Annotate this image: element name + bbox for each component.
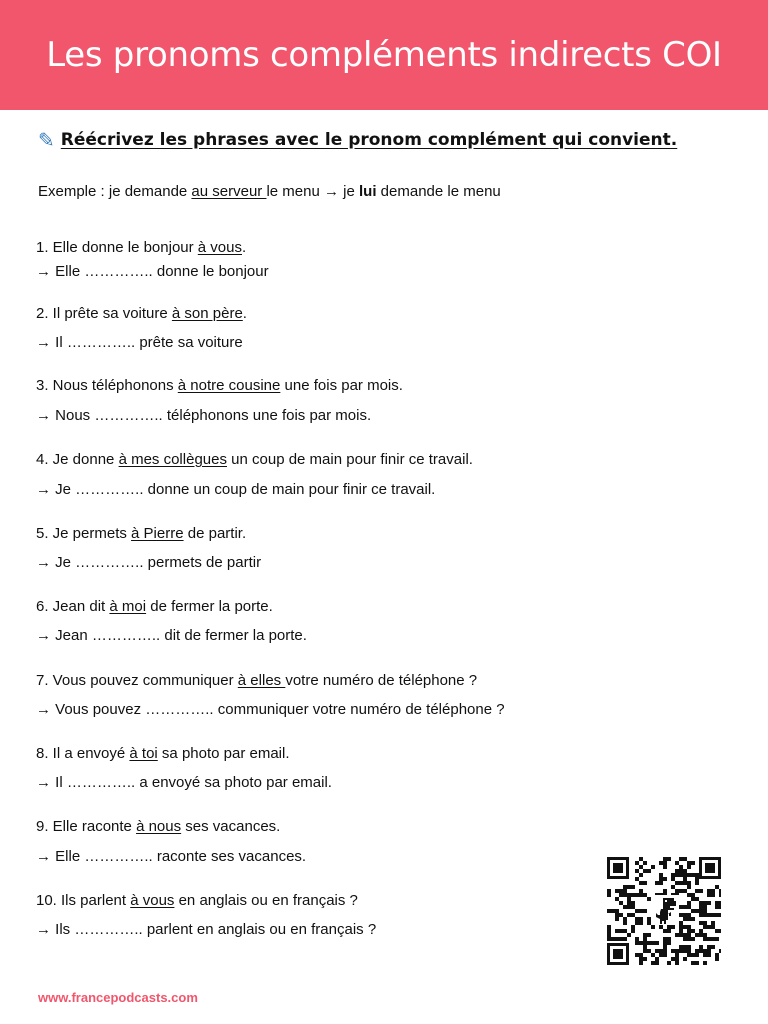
question-rest: une fois par mois.: [280, 377, 403, 394]
qr-code-icon[interactable]: [607, 857, 721, 965]
example-middle: le menu → je: [266, 183, 360, 200]
exercise-answer: → Vous pouvez ………….. communiquer votre numéro de téléphone ?: [36, 701, 505, 718]
exercise-question: [36, 669, 505, 698]
exercise-answer: → Il ………….. a envoyé sa photo par email.: [36, 774, 332, 791]
exercise-question: [36, 742, 332, 771]
exercise-item: [36, 236, 269, 284]
pencil-icon: ✎: [38, 128, 55, 152]
dinosaur-icon: [651, 895, 679, 925]
exercise-answer: → Nous ………….. téléphonons une fois par mois.: [36, 407, 372, 424]
question-underlined: à elles: [237, 672, 286, 689]
page-title: Les pronoms compléments indirects COI: [46, 35, 722, 75]
question-prefix: 5. Je permets: [36, 525, 132, 542]
header-banner: [0, 0, 768, 110]
exercise-item: [36, 889, 376, 942]
question-rest: de fermer la porte.: [146, 598, 273, 615]
question-prefix: 8. Il a envoyé: [36, 745, 130, 762]
question-rest: en anglais ou en français ?: [174, 892, 358, 909]
question-rest: de partir.: [183, 525, 247, 542]
question-underlined: à son père: [171, 305, 243, 322]
question-underlined: à moi: [109, 598, 147, 615]
exercise-question: [36, 236, 269, 260]
question-underlined: à toi: [129, 745, 158, 762]
example-underlined: au serveur: [191, 183, 267, 200]
question-underlined: à vous: [130, 892, 175, 909]
question-prefix: 10. Ils parlent: [36, 892, 131, 909]
exercise-item: [36, 595, 307, 648]
exercise-answer: → Elle ………….. raconte ses vacances.: [36, 848, 307, 865]
question-prefix: 4. Je donne: [36, 451, 119, 468]
instruction-text: Réécrivez les phrases avec le pronom complément qui convient.: [60, 130, 678, 150]
question-underlined: à notre cousine: [177, 377, 281, 394]
question-prefix: 3. Nous téléphonons: [36, 377, 178, 394]
question-rest: votre numéro de téléphone ?: [285, 672, 478, 689]
exercise-item: [36, 815, 306, 869]
exercise-answer: → Je ………….. donne un coup de main pour finir ce travail.: [36, 481, 436, 498]
question-underlined: à nous: [136, 818, 182, 835]
question-rest: .: [242, 305, 247, 322]
question-underlined: à vous: [197, 239, 242, 256]
question-rest: .: [242, 239, 247, 256]
exercise-answer: → Elle ………….. donne le bonjour: [36, 263, 269, 280]
exercise-question: [36, 815, 306, 845]
example-sentence: [38, 183, 501, 200]
exercise-question: [36, 448, 473, 478]
exercise-question: [36, 374, 403, 404]
question-prefix: 7. Vous pouvez communiquer: [36, 672, 238, 689]
website-link[interactable]: www.francepodcasts.com: [38, 990, 198, 1005]
question-prefix: 6. Jean dit: [36, 598, 110, 615]
exercise-answer: → Ils ………….. parlent en anglais ou en français ?: [36, 921, 377, 938]
exercise-item: [36, 374, 403, 428]
exercise-item: [36, 669, 505, 722]
exercise-answer: → Jean ………….. dit de fermer la porte.: [36, 627, 307, 644]
question-rest: sa photo par email.: [157, 745, 290, 762]
example-prefix: Exemple : je demande: [38, 183, 192, 200]
exercise-question: [36, 595, 307, 624]
exercise-answer: → Je ………….. permets de partir: [36, 554, 262, 571]
qr-code-svg: [607, 857, 721, 965]
example-suffix: demande le menu: [376, 183, 501, 200]
example-bold: lui: [359, 183, 377, 200]
exercise-question: [36, 522, 261, 551]
instruction: [38, 128, 677, 152]
exercise-answer: → Il ………….. prête sa voiture: [36, 334, 243, 351]
exercise-question: [36, 302, 247, 331]
exercise-item: [36, 448, 473, 502]
exercise-item: [36, 522, 261, 575]
exercise-question: [36, 889, 376, 918]
question-prefix: 9. Elle raconte: [36, 818, 137, 835]
question-underlined: à Pierre: [131, 525, 184, 542]
question-prefix: 1. Elle donne le bonjour: [36, 239, 198, 256]
question-underlined: à mes collègues: [118, 451, 227, 468]
exercise-item: [36, 742, 332, 795]
question-prefix: 2. Il prête sa voiture: [36, 305, 172, 322]
question-rest: un coup de main pour finir ce travail.: [226, 451, 473, 468]
question-rest: ses vacances.: [181, 818, 281, 835]
exercise-item: [36, 302, 247, 355]
